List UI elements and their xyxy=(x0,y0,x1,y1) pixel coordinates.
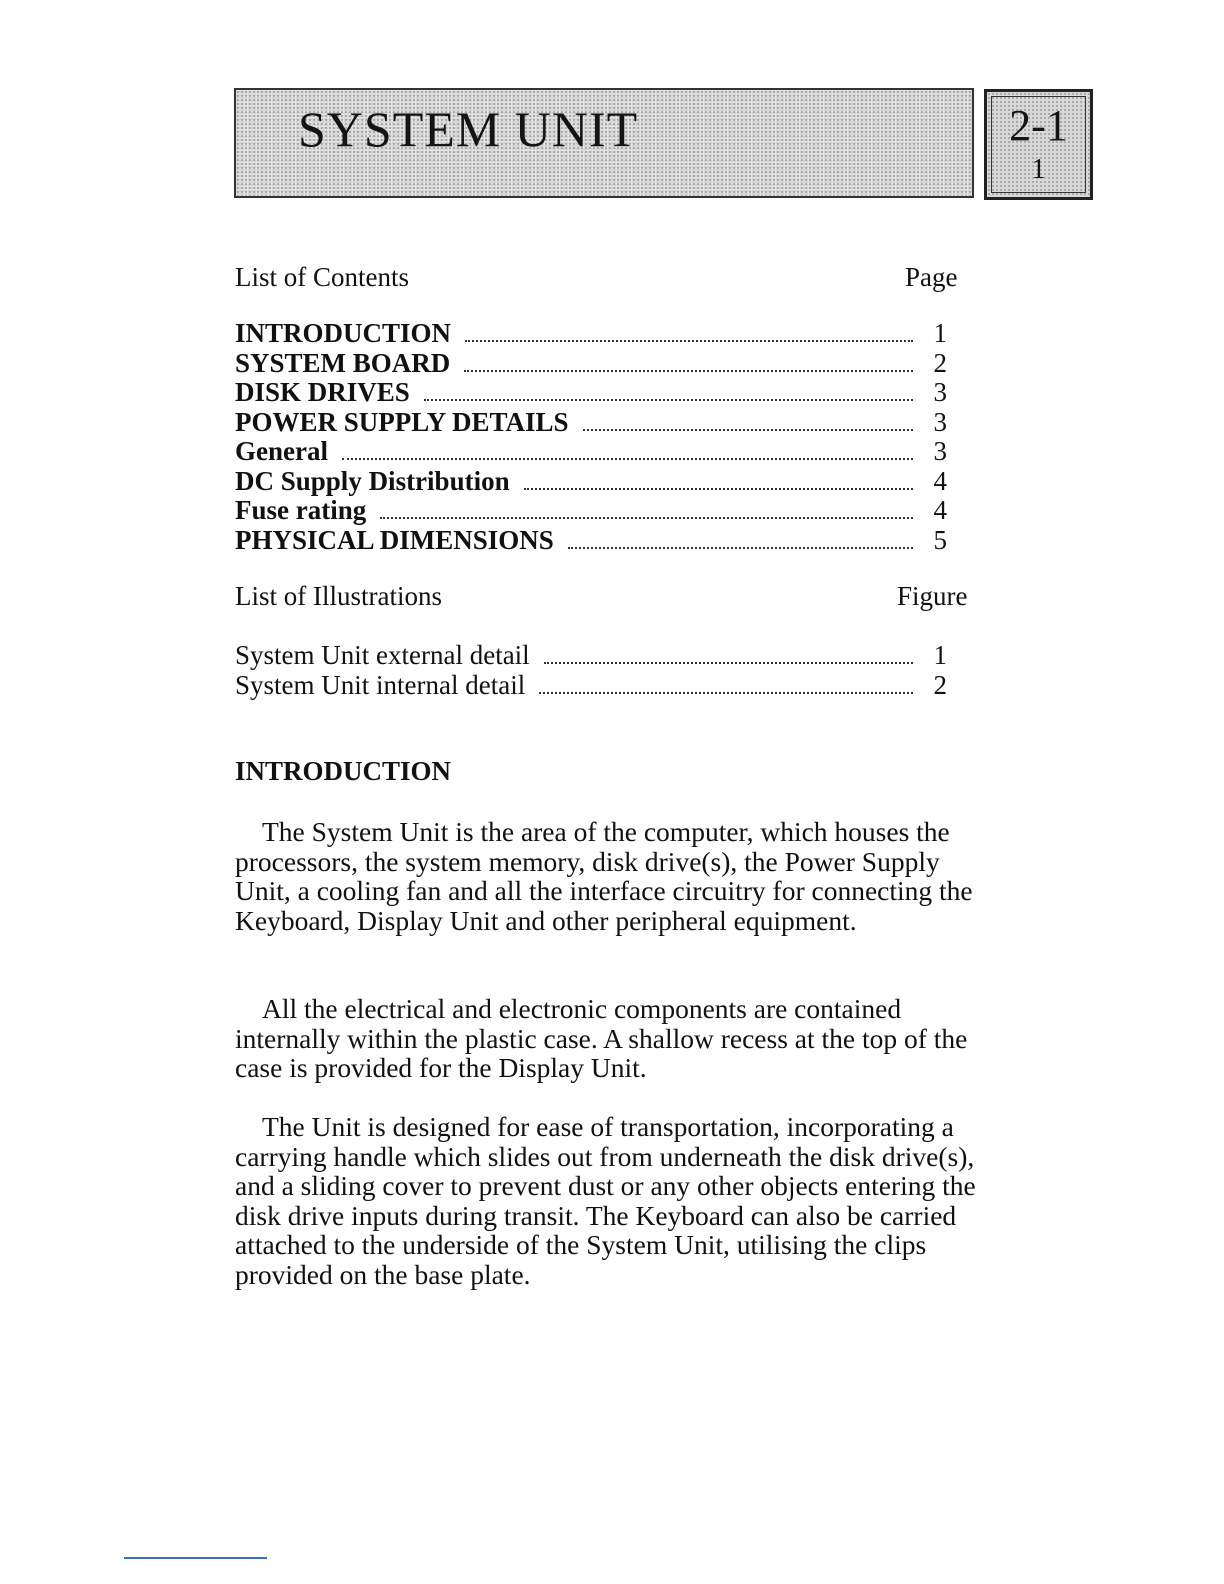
section-number-box xyxy=(984,89,1093,200)
illustrations-figure-column-label: Figure xyxy=(897,581,968,611)
introduction-paragraph-2: All the electrical and electronic components are contained internally within the plastic case. A shallow recess at the top of the case is provided for the Display Unit. xyxy=(235,993,968,1083)
illustration-entry-external-detail[interactable] xyxy=(235,640,947,670)
dot-leader xyxy=(424,399,913,401)
section-number: 2-1 xyxy=(1009,101,1068,150)
illustrations-list xyxy=(235,640,947,699)
section-page-number: 1 xyxy=(1031,154,1046,185)
introduction-paragraph-3: The Unit is designed for ease of transportation, incorporating a carrying handle which slides out from underneath the disk drive(s), and a sliding cover to prevent dust or any other objects entering the disk drive inputs during transit. The Keyboard can also be carried attached to the underside of the System Unit, utilising the clips provided on the base plate. xyxy=(235,1111,976,1290)
dot-leader xyxy=(539,692,913,694)
illustrations-heading-row xyxy=(235,581,975,612)
toc-entry-fuse-rating[interactable] xyxy=(235,495,947,525)
illustration-entry-figure: 1 xyxy=(933,640,947,670)
toc-entry-page: 1 xyxy=(933,318,947,348)
toc-entry-label: POWER SUPPLY DETAILS xyxy=(235,406,569,437)
toc-entry-introduction[interactable] xyxy=(235,318,947,348)
toc-entry-label: Fuse rating xyxy=(235,495,367,525)
page-title: SYSTEM UNIT xyxy=(298,101,639,157)
toc-entry-page: 3 xyxy=(933,377,947,407)
dot-leader xyxy=(524,488,913,490)
toc-entry-label: PHYSICAL DIMENSIONS xyxy=(235,524,554,555)
contents-heading-row xyxy=(235,262,975,293)
dot-leader xyxy=(380,517,913,519)
toc-entry-label: DISK DRIVES xyxy=(235,377,410,407)
dot-leader xyxy=(465,340,913,342)
toc-entry-label: General xyxy=(235,436,328,466)
illustration-entry-label: System Unit external detail xyxy=(235,640,530,670)
dot-leader xyxy=(342,458,913,460)
illustration-entry-internal-detail[interactable] xyxy=(235,670,947,700)
toc-entry-page: 4 xyxy=(933,465,947,496)
toc-entry-page: 3 xyxy=(933,436,947,466)
toc-entry-label: SYSTEM BOARD xyxy=(235,347,451,378)
toc-entry-page: 5 xyxy=(933,524,947,555)
introduction-heading: INTRODUCTION xyxy=(235,756,452,786)
toc-entry-general[interactable] xyxy=(235,436,947,466)
illustration-entry-label: System Unit internal detail xyxy=(235,669,526,700)
title-banner xyxy=(234,88,974,198)
toc-entry-label: INTRODUCTION xyxy=(235,318,452,348)
toc-entry-label: DC Supply Distribution xyxy=(235,465,510,496)
toc-entry-power-supply-details[interactable] xyxy=(235,407,947,437)
introduction-paragraph-1: The System Unit is the area of the computer, which houses the processors, the system memory, disk drive(s), the Power Supply Unit, a cooling fan and all the interface circuitry for connecting the Keyboard, Display Unit and other peripheral equipment. xyxy=(235,816,973,936)
contents-heading: List of Contents xyxy=(235,262,409,292)
toc-entry-physical-dimensions[interactable] xyxy=(235,525,947,555)
toc-entry-system-board[interactable] xyxy=(235,348,947,378)
toc-entry-disk-drives[interactable] xyxy=(235,377,947,407)
illustrations-heading: List of Illustrations xyxy=(235,581,442,611)
toc-entry-page: 2 xyxy=(933,347,947,378)
footer-rule xyxy=(124,1557,267,1559)
illustration-entry-figure: 2 xyxy=(933,669,947,700)
toc-entry-page: 3 xyxy=(933,406,947,437)
dot-leader xyxy=(568,547,913,549)
dot-leader xyxy=(583,429,913,431)
contents-page-column-label: Page xyxy=(905,262,958,292)
dot-leader xyxy=(544,662,913,664)
contents-list xyxy=(235,318,947,554)
dot-leader xyxy=(464,370,913,372)
toc-entry-page: 4 xyxy=(933,495,947,525)
toc-entry-dc-supply-distribution[interactable] xyxy=(235,466,947,496)
